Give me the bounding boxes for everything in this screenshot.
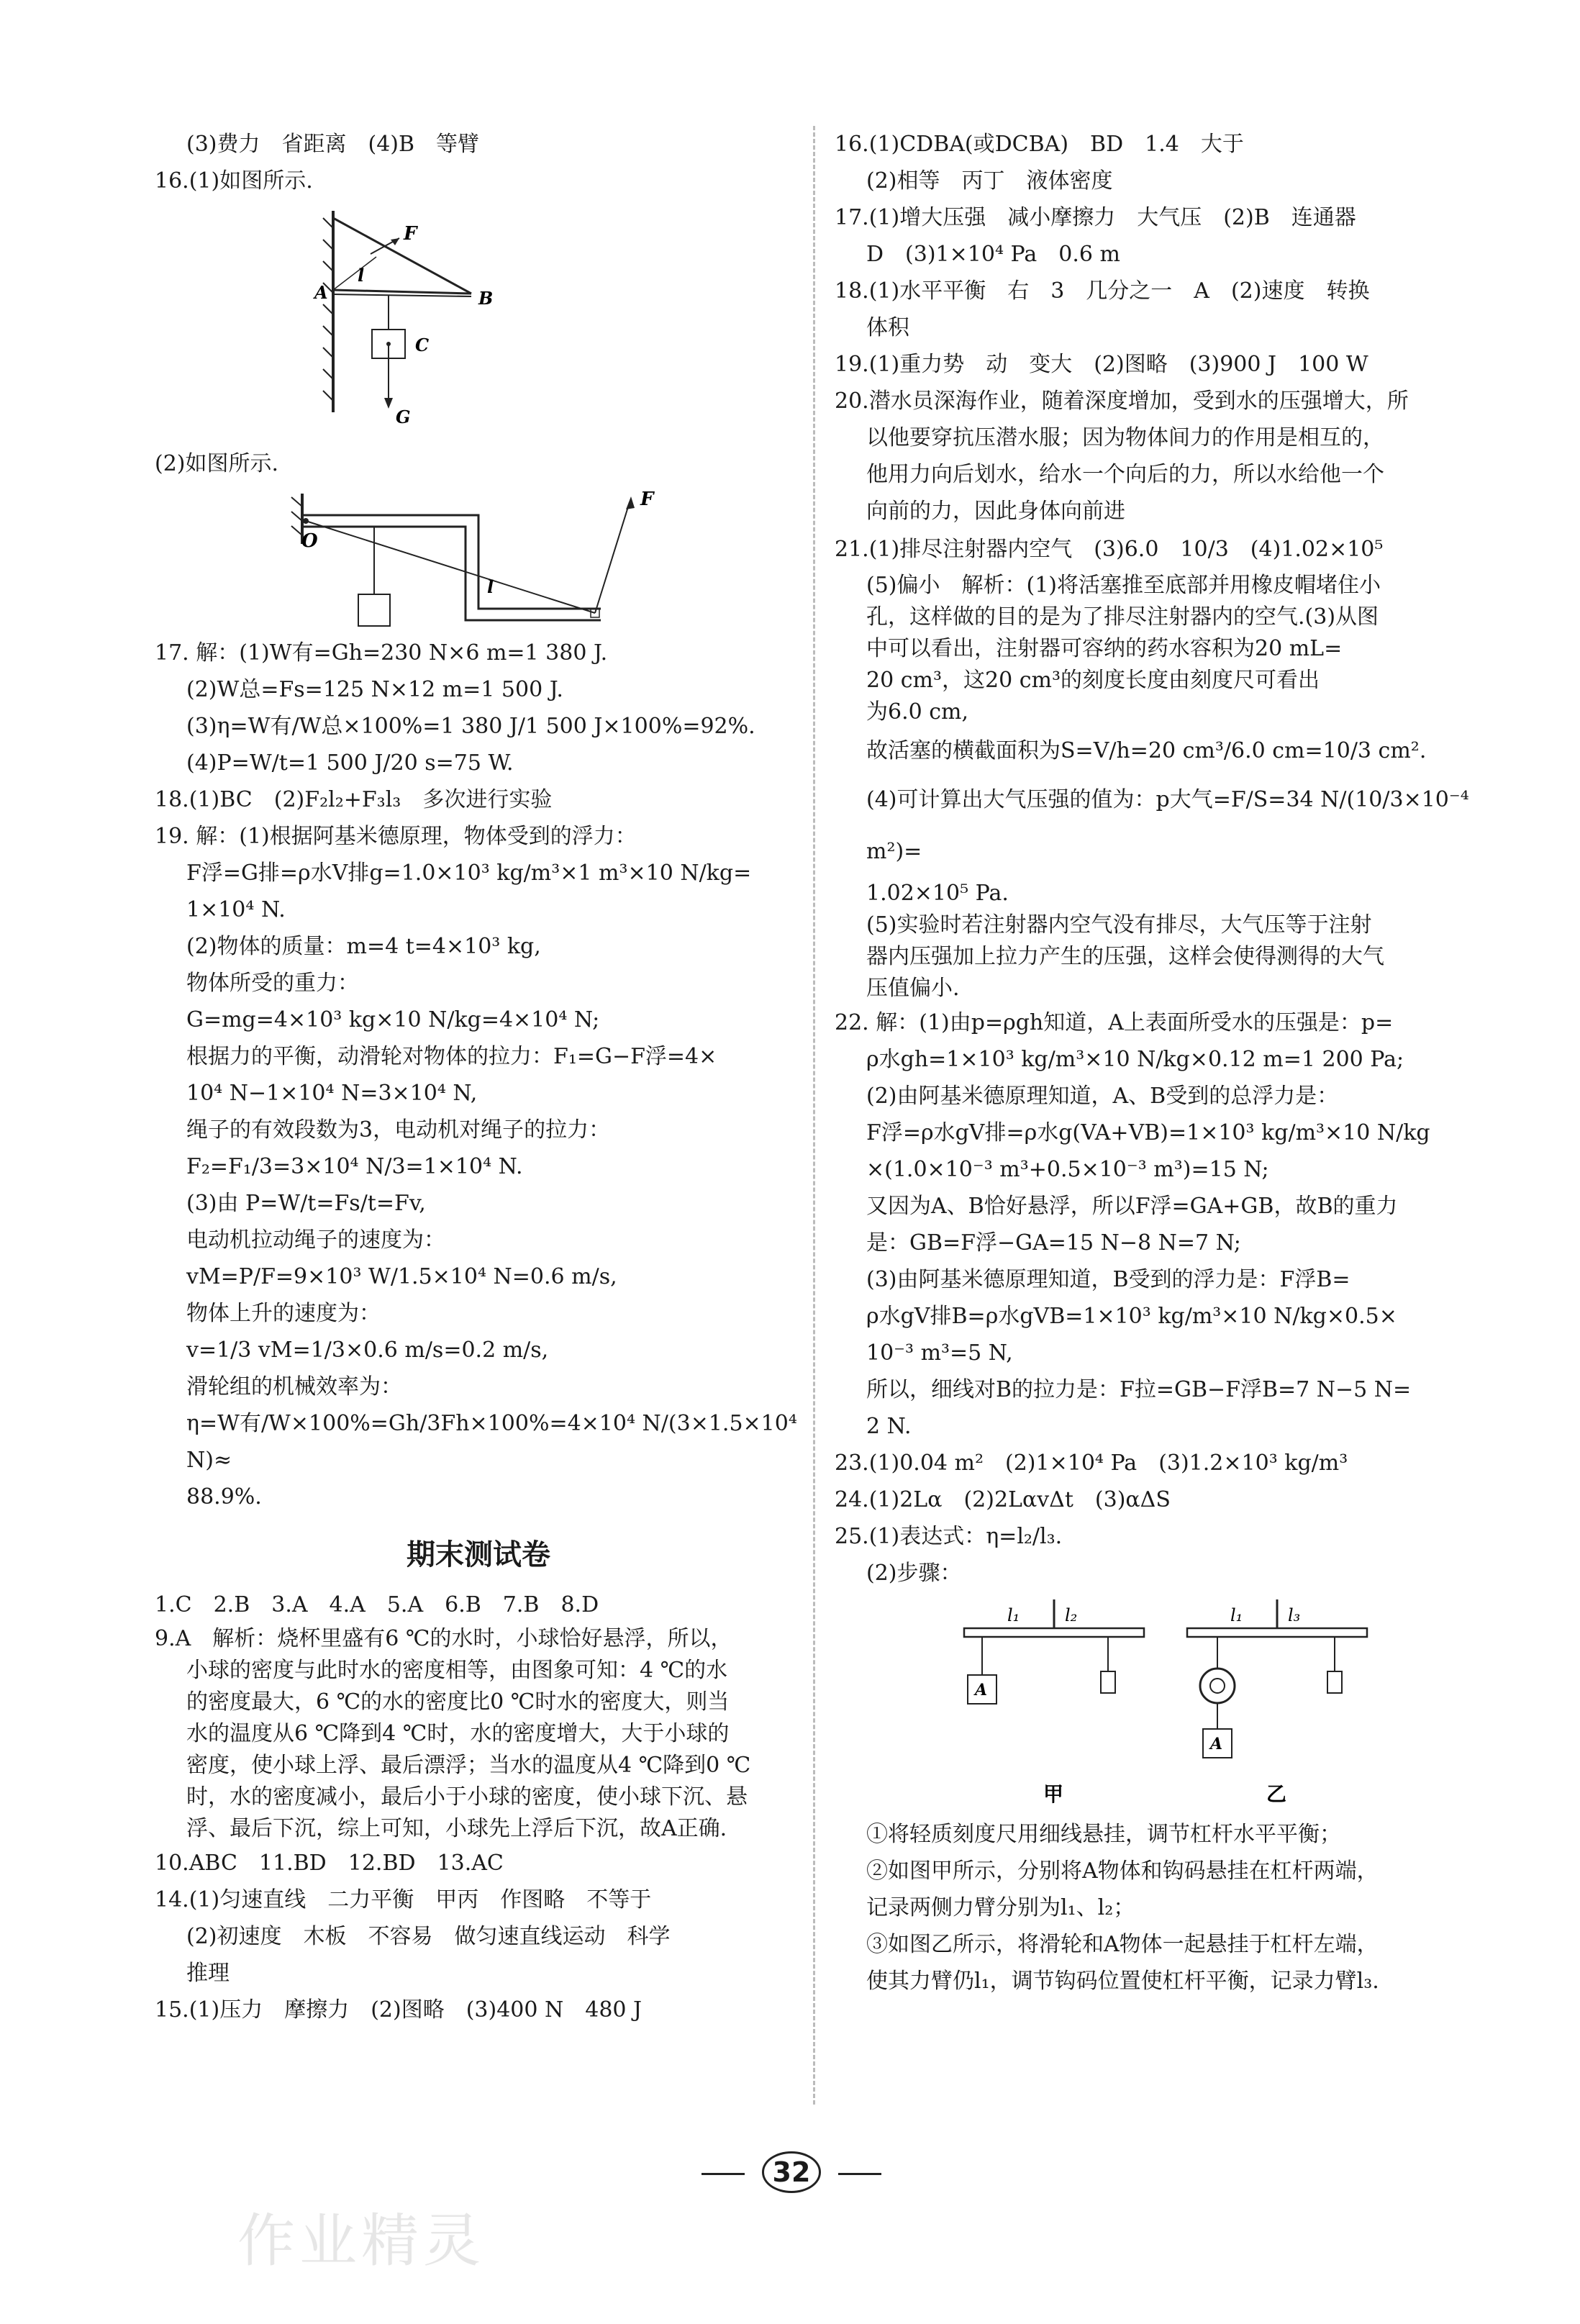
q19-line: (3)由 P=W/t=Fs/t=Fv, bbox=[186, 1191, 426, 1216]
q19-line: 物体上升的速度为： bbox=[186, 1301, 381, 1326]
page-number-text: 32 bbox=[762, 2151, 822, 2193]
label-G: G bbox=[396, 407, 411, 427]
label-F: F bbox=[404, 223, 417, 245]
step-line: 使其力臂仍l₁，调节钩码位置使杠杆平衡，记录力臂l₃. bbox=[866, 1969, 1379, 1994]
watermark: 作业精灵 bbox=[237, 2207, 485, 2274]
q19-line: 1×10⁴ N. bbox=[186, 897, 286, 922]
section-title: 期末测试卷 bbox=[407, 1538, 550, 1571]
q9-block bbox=[155, 1623, 802, 1845]
answer-line: (3)费力 省距离 (4)B 等臂 bbox=[186, 132, 480, 157]
q9-line: 9.A 解析：烧杯里盛有6 ℃的水时，小球恰好悬浮，所以， bbox=[155, 1626, 732, 1651]
r-q21-line: (5)实验时若注射器内空气没有排尽，大气压等于注射 bbox=[866, 912, 1372, 938]
q19-line: 88.9%. bbox=[186, 1484, 262, 1510]
page-number bbox=[748, 2151, 835, 2193]
q18: 18.(1)BC (2)F₂l₂+F₃l₃ 多次进行实验 bbox=[155, 787, 553, 812]
label-A: A bbox=[314, 282, 328, 303]
q17-line: (3)η=W有/W总×100%=1 380 J/1 500 J×100%=92%. bbox=[186, 714, 755, 739]
r-q21-line: 1.02×10⁵ Pa. bbox=[866, 881, 1009, 906]
q19-line: F₂=F₁/3=3×10⁴ N/3=1×10⁴ N. bbox=[186, 1154, 523, 1179]
r-q25-line: 25.(1)表达式：η=l₂/l₃. bbox=[835, 1524, 1063, 1549]
q10-13: 10.ABC 11.BD 12.BD 13.AC bbox=[155, 1851, 504, 1876]
r-q17-line: 17.(1)增大压强 减小摩擦力 大气压 (2)B 连通器 bbox=[835, 205, 1356, 230]
r-q22-line: 是：GB=F浮−GA=15 N−8 N=7 N; bbox=[866, 1230, 1241, 1256]
r-q22-line: ×(1.0×10⁻³ m³+0.5×10⁻³ m³)=15 N; bbox=[866, 1157, 1269, 1182]
q19-line: (2)物体的质量：m=4 t=4×10³ kg, bbox=[186, 934, 541, 959]
r-q25-line: (2)步骤： bbox=[866, 1561, 962, 1586]
q19-block bbox=[155, 818, 802, 1515]
r-q22-block bbox=[835, 1004, 1497, 1445]
caption-jia: 甲 bbox=[1043, 1782, 1064, 1806]
mc-answers: 1.C 2.B 3.A 4.A 5.A 6.B 7.B 8.D bbox=[155, 1592, 599, 1617]
q9-line: 水的温度从6 ℃降到4 ℃时，水的密度增大，大于小球的 bbox=[186, 1721, 730, 1746]
r-q19: 19.(1)重力势 动 变大 (2)图略 (3)900 J 100 W bbox=[835, 352, 1368, 377]
r-q20-line: 20.潜水员深海作业，随着深度增加，受到水的压强增大，所 bbox=[835, 389, 1409, 414]
r-q16-line: (2)相等 丙丁 液体密度 bbox=[866, 168, 1113, 194]
r-q18-line: 体积 bbox=[866, 315, 909, 340]
r-q20-line: 向前的力，因此身体向前进 bbox=[866, 499, 1125, 524]
q14-line: (2)初速度 木板 不容易 做匀速直线运动 科学 bbox=[186, 1924, 671, 1949]
r-q21-line: 孔，这样做的目的是为了排尽注射器内的空气.(3)从图 bbox=[866, 604, 1379, 630]
q9-line: 密度，使小球上浮、最后漂浮；当水的温度从4 ℃降到0 ℃ bbox=[186, 1753, 751, 1778]
r-q23: 23.(1)0.04 m² (2)1×10⁴ Pa (3)1.2×10³ kg/m³ bbox=[835, 1451, 1348, 1476]
step-line: 记录两侧力臂分别为l₁、l₂； bbox=[866, 1895, 1135, 1920]
label-l: l bbox=[358, 265, 365, 286]
q9-line: 浮、最后下沉，综上可知，小球先上浮后下沉，故A正确. bbox=[186, 1816, 727, 1841]
page-rule-left bbox=[702, 2173, 745, 2175]
step-line: ①将轻质刻度尺用细线悬挂，调节杠杆水平平衡； bbox=[866, 1822, 1341, 1847]
q17-block bbox=[155, 635, 802, 781]
q17-line: (4)P=W/t=1 500 J/20 s=75 W. bbox=[186, 750, 514, 776]
q19-line: 10⁴ N−1×10⁴ N=3×10⁴ N, bbox=[186, 1081, 478, 1106]
lever-experiment-diagram bbox=[950, 1596, 1410, 1812]
q14-line: 14.(1)匀速直线 二力平衡 甲丙 作图略 不等于 bbox=[155, 1887, 652, 1912]
q16-part2: (2)如图所示. bbox=[155, 451, 279, 476]
label-l2: l bbox=[487, 576, 494, 597]
q19-line: 绳子的有效段数为3，电动机对绳子的拉力： bbox=[186, 1117, 611, 1143]
q9-line: 的密度最大，6 ℃的水的密度比0 ℃时水的密度大，则当 bbox=[186, 1689, 730, 1715]
q19-line: G=mg=4×10³ kg×10 N/kg=4×10⁴ N; bbox=[186, 1007, 600, 1032]
page-rule-right bbox=[838, 2173, 881, 2175]
q19-line: 电动机拉动绳子的速度为： bbox=[186, 1227, 445, 1253]
r-q21-line: 20 cm³，这20 cm³的刻度长度由刻度尺可看出 bbox=[866, 668, 1320, 693]
r-q21-line: 21.(1)排尽注射器内空气 (3)6.0 10/3 (4)1.02×10⁵ bbox=[835, 537, 1384, 562]
r-q21-line: 压值偏小. bbox=[866, 976, 960, 1001]
q9-line: 时，水的密度减小，最后小于小球的密度，使小球下沉、悬 bbox=[186, 1784, 748, 1810]
label-A-right: A bbox=[1210, 1735, 1223, 1753]
q19-line: F浮=G排=ρ水V排g=1.0×10³ kg/m³×1 m³×10 N/kg= bbox=[186, 861, 752, 886]
column-divider bbox=[813, 126, 815, 2105]
label-l1-left: l₁ bbox=[1007, 1605, 1020, 1625]
r-q18-line: 18.(1)水平平衡 右 3 几分之一 A (2)速度 转换 bbox=[835, 278, 1370, 304]
q9-line: 小球的密度与此时水的密度相等，由图象可知：4 ℃的水 bbox=[186, 1658, 728, 1683]
r-q24: 24.(1)2Lα (2)2LαvΔt (3)αΔS bbox=[835, 1487, 1171, 1512]
r-q22-line: 22. 解：(1)由p=ρgh知道，A上表面所受水的压强是：p= bbox=[835, 1010, 1394, 1035]
label-l2-left: l₂ bbox=[1065, 1605, 1078, 1625]
r-q22-line: ρ水gV排B=ρ水gVB=1×10³ kg/m³×10 N/kg×0.5× bbox=[866, 1304, 1397, 1329]
label-l1-right: l₁ bbox=[1230, 1605, 1243, 1625]
lever-diagram-2 bbox=[284, 486, 802, 630]
r-q21-line: 为6.0 cm, bbox=[866, 699, 969, 725]
r-q21-line: 中可以看出，注射器可容纳的药水容积为20 mL= bbox=[866, 636, 1343, 661]
step-line: ③如图乙所示，将滑轮和A物体一起悬挂于杠杆左端， bbox=[866, 1932, 1379, 1957]
r-q20-line: 他用力向后划水，给水一个向后的力，所以水给他一个 bbox=[866, 462, 1384, 487]
q19-line: 19. 解：(1)根据阿基米德原理，物体受到的浮力： bbox=[155, 824, 637, 849]
q19-line: v=1/3 vM=1/3×0.6 m/s=0.2 m/s, bbox=[186, 1338, 549, 1363]
r-q22-line: 10⁻³ m³=5 N, bbox=[866, 1340, 1013, 1366]
q17-line: (2)W总=Fs=125 N×12 m=1 500 J. bbox=[186, 677, 563, 702]
r-q21-block bbox=[835, 530, 1497, 1004]
left-column bbox=[155, 126, 802, 2028]
label-F2: F bbox=[640, 489, 654, 510]
q14-line: 推理 bbox=[186, 1961, 230, 1986]
r-q22-line: 所以，细线对B的拉力是：F拉=GB−F浮B=7 N−5 N= bbox=[866, 1377, 1412, 1402]
r-q22-line: (3)由阿基米德原理知道，B受到的浮力是：F浮B= bbox=[866, 1267, 1350, 1292]
label-A-left: A bbox=[975, 1681, 988, 1699]
q16-part1: 16.(1)如图所示. bbox=[155, 168, 313, 194]
r-q22-line: ρ水gh=1×10³ kg/m³×10 N/kg×0.12 m=1 200 Pa; bbox=[866, 1047, 1404, 1072]
label-C: C bbox=[415, 335, 430, 355]
label-l3-right: l₃ bbox=[1288, 1605, 1301, 1625]
label-O: O bbox=[301, 530, 318, 552]
r-q16-line: 16.(1)CDBA(或DCBA) BD 1.4 大于 bbox=[835, 132, 1244, 157]
lever-diagram-1 bbox=[234, 204, 536, 441]
q19-line: η=W有/W×100%=Gh/3Fh×100%=4×10⁴ N/(3×1.5×10⁴ N)≈ bbox=[186, 1411, 804, 1473]
r-q21-line: (4)可计算出大气压强的值为：p大气=F/S=34 N/(10/3×10⁻⁴ m²)= bbox=[866, 787, 1476, 864]
step-line: ②如图甲所示，分别将A物体和钩码悬挂在杠杆两端， bbox=[866, 1858, 1379, 1884]
q15: 15.(1)压力 摩擦力 (2)图略 (3)400 N 480 J bbox=[155, 1997, 643, 2023]
q17-line: 17. 解：(1)W有=Gh=230 N×6 m=1 380 J. bbox=[155, 640, 608, 666]
label-B: B bbox=[478, 288, 494, 309]
r-q22-line: 2 N. bbox=[866, 1414, 912, 1439]
q19-line: 根据力的平衡，动滑轮对物体的拉力：F₁=G−F浮=4× bbox=[186, 1044, 717, 1069]
r-q22-line: F浮=ρ水gV排=ρ水g(VA+VB)=1×10³ kg/m³×10 N/kg bbox=[866, 1120, 1430, 1145]
q19-line: 滑轮组的机械效率为： bbox=[186, 1374, 402, 1399]
q19-line: vM=P/F=9×10³ W/1.5×10⁴ N=0.6 m/s, bbox=[186, 1264, 617, 1289]
r-q22-line: (2)由阿基米德原理知道，A、B受到的总浮力是： bbox=[866, 1084, 1339, 1109]
r-q20-line: 以他要穿抗压潜水服；因为物体间力的作用是相互的， bbox=[866, 425, 1384, 450]
r-q21-line: 故活塞的横截面积为S=V/h=20 cm³/6.0 cm=10/3 cm². bbox=[866, 738, 1427, 763]
caption-yi: 乙 bbox=[1266, 1782, 1287, 1806]
right-column bbox=[835, 126, 1497, 2000]
q19-line: 物体所受的重力： bbox=[186, 971, 359, 996]
r-q21-line: (5)偏小 解析：(1)将活塞推至底部并用橡皮帽堵住小 bbox=[866, 573, 1381, 598]
r-q22-line: 又因为A、B恰好悬浮，所以F浮=GA+GB，故B的重力 bbox=[866, 1194, 1398, 1219]
r-q21-line: 器内压强加上拉力产生的压强，这样会使得测得的大气 bbox=[866, 944, 1384, 969]
r-q17-line: D (3)1×10⁴ Pa 0.6 m bbox=[866, 242, 1120, 267]
